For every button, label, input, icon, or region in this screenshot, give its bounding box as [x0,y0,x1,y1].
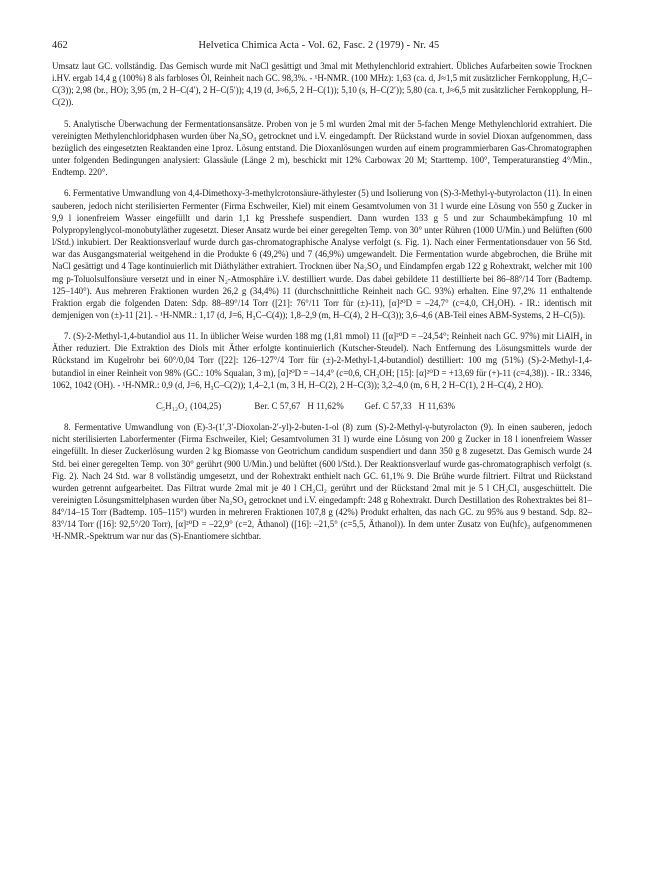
running-header [52,40,592,60]
journal-running-title: Helvetica Chimica Acta - Vol. 62, Fasc. 2 (1979) - Nr. 45 [198,40,440,51]
molecular-formula: C₅H₁₂O₂ (104,25) [156,400,222,411]
paragraph-continued: Umsatz laut GC. vollständig. Das Gemisch wurde mit NaCl gesättigt und 3mal mit Methylenchlorid extrahiert. Übliches Aufarbeiten sowie Trocknen i.HV. ergab 14,4 g (100%) 8 als farbloses Öl, Reinheit nach GC. 98,3%. - ¹H-NMR. (100 MHz): 1,63 (ca. d, J≈1,5 mit zusätzlicher Fernkopplung, H₃C–C(3)); 2,98 (br., HO); 3,95 (m, 2 H–C(4′), 2 H–C(5′)); 4,19 (d, J≈6,5, 2 H–C(1)); 5,10 (s, H–C(2′)); 5,80 (ca. t, J≈6,5 mit zusätzlicher Fernkopplung, H–C(2)). [52,61,592,108]
calculated-values: Ber. C 57,67 H 11,62% [254,400,344,411]
paragraph-section-5: 5. Analytische Überwachung der Fermentationsansätze. Proben von je 5 ml wurden 2mal mit der 5-fachen Menge Methylenchlorid extrahiert. Die vereinigten Methylenchloridphasen wurden über Na₂SO₄ getrocknet und i.V. eingedampft. Der Rückstand wurde in soviel Dioxan aufgenommen, dass bezüglich des eingesetzten Reaktanden eine 1proz. Lösung entstand. Die Dioxanlösungen wurden auf einem programmierbaren Gas-Chromatographen unter folgenden Bedingungen analysiert: Glassäule (Länge 2 m), beschickt mit 12% Carbowax 20 M; Starttemp. 100°, Temperaturanstieg 4°/Min., Endtemp. 220°. [52,118,592,178]
paragraph-section-6: 6. Fermentative Umwandlung von 4,4-Dimethoxy-3-methylcrotonsäure-äthylester (5) und Isolierung von (S)-3-Methyl-γ-butyrolacton (11). In einen sauberen, jedoch nicht sterilisierten Fermenter (Firma Eschweiler, Kiel) mit einem Gesamtvolumen von 31 l wurde eine Lösung von 550 g Zucker in 9,9 l ionenfreiem Wasser eingefüllt und darin 1,1 kg Presshefe suspendiert. Dann wurden 133 g 5 und zur Schaumbekämpfung 10 ml Polypropylenglycol-monobutyläther zugesetzt. Dieser Ansatz wurde bei einer geregelten Temp. von 30° unter Rühren (1000 U/Min.) und Belüften (600 l/Std.) inkubiert. Der Reaktionsverlauf wurde durch gas-chromatographische Analyse verfolgt (s. Fig. 1). Nach einer Fermentationsdauer von 56 Std. war das Ausgangsmaterial weitgehend in die Produkte 6 (49,2%) und 7 (46,9%) umgewandelt. Die Fermentation wurde abgebrochen, die Brühe mit NaCl gesättigt und 4 Tage kontinuierlich mit Diäthyläther extrahiert. Trocknen über Na₂SO₄ und Eindampfen ergab 122 g Rohextrakt, welcher mit 100 mg p-Toluolsulfonsäure versetzt und in einer N₂-Atmosphäre i.V. destilliert wurde. Das dabei gebildete 11 destillierte bei 86–88°/14 Torr (Badtemp. 125–140°). Aus mehreren Fraktionen wurden 26,2 g (34,4%) 11 (durchschnittliche Reinheit nach GC. 93%) erhalten. Eine 97,2% 11 enthaltende Fraktion ergab die folgenden Daten: Sdp. 88–89°/14 Torr ([21]: 76°/11 Torr für (±)-11), [α]²⁰D = –24,7° (c=4,0, CH₃OH). - IR.: identisch mit demjenigen von (±)-11 [21]. - ¹H-NMR.: 1,17 (d, J=6, H₃C–C(4)); 1,8–2,9 (m, H–C(4), 2 H–C(3)); 3,6–4,6 (AB-Teil eines ABM-Systems, 2 H–C(5)). [52,188,592,320]
article-body [52,60,592,543]
document-page [52,40,592,552]
paragraph-section-8: 8. Fermentative Umwandlung von (E)-3-(1′,3′-Dioxolan-2′-yl)-2-buten-1-ol (8) zum (S)-2-Methyl-γ-butyrolacton (9). In einen sauberen, jedoch nicht sterilisierten Laborfermenter (Firma Eschweiler, Kiel; Gesamtvolumen 31 l) wurde eine Lösung von 200 g Zucker in 18 l ionenfreiem Wasser eingefüllt. In dieser Zuckerlösung wurden 2 kg Biomasse von Geotrichum candidum suspendiert und dann 350 g 8 zugesetzt. Das Gemisch wurde 24 Std. bei einer geregelten Temp. von 30° gerührt (900 U/Min.) und belüftet (600 l/Std.). Der Reaktionsverlauf wurde gas-chromatographisch verfolgt (s. Fig. 2). Nach 24 Std. war 8 vollständig umgesetzt, und der Rohextrakt enthielt nach GC. 61,1% 9. Die Brühe wurde filtriert. Filtrat und Rückstand wurden getrennt aufgearbeitet. Das Filtrat wurde 2mal mit je 40 l CH₂Cl₂ gerührt und der Rückstand 2mal mit je 5 l CH₂Cl₂ ausgeschüttelt. Die vereinigten Lösungsmittelphasen wurden über Na₂SO₄ getrocknet und i.V. eingedampft: 248 g Rohextrakt. Durch Destillation des Rohextraktes bei 81–84°/14–15 Torr (Badtemp. 105–115°) wurden in mehreren Fraktionen 107,8 g (42%) Produkt erhalten, das nach GC. zu 95% aus 9 bestand. Sdp. 82–83°/14 Torr ([16]: 92,5°/20 Torr), [α]²⁰D = –22,9° (c=2, Äthanol) ([16]: –21,5° (c=5,5, Äthanol)). In dem unter Zusatz von Eu(hfc)₃ aufgenommenen ¹H-NMR.-Spektrum war nur das (S)-Enantiomere sichtbar. [52,422,592,542]
found-values: Gef. C 57,33 H 11,63% [364,400,456,411]
elemental-analysis [52,400,592,412]
page-number: 462 [52,40,68,51]
paragraph-section-7: 7. (S)-2-Methyl-1,4-butandiol aus 11. In üblicher Weise wurden 188 mg (1,81 mmol) 11 ([α]²⁰D = –24,54°; Reinheit nach GC. 97%) mit LiAlH₄ in Äther reduziert. Die Extraktion des Diols mit Äther erfolgte kontinuierlich (Kutscher-Steudel). Nach Entfernung des Lösungsmittels wurde der Rückstand im Kugelrohr bei 60°/0,04 Torr ([22]: 126–127°/4 Torr für (±)-2-Methyl-1,4-butandiol) destilliert: 100 mg (51%) (S)-2-Methyl-1,4-butandiol in einer Reinheit von 98% (GC.: 10% Squalan, 3 m), [α]²⁰D = –14,4° (c=0,6, CH₃OH; [15]: [α]²⁰D = +13,69 für (+)-11 (c=4,38)). - IR.: 3346, 1062, 1042 (OH). - ¹H-NMR.: 0,9 (d, J=6, H₃C–C(2)); 1,4–2,1 (m, 3 H, H–C(2), 2 H–C(3)); 3,2–4,0 (m, 6 H, 2 H–C(1), 2 H–C(4), 2 HO). [52,331,592,390]
